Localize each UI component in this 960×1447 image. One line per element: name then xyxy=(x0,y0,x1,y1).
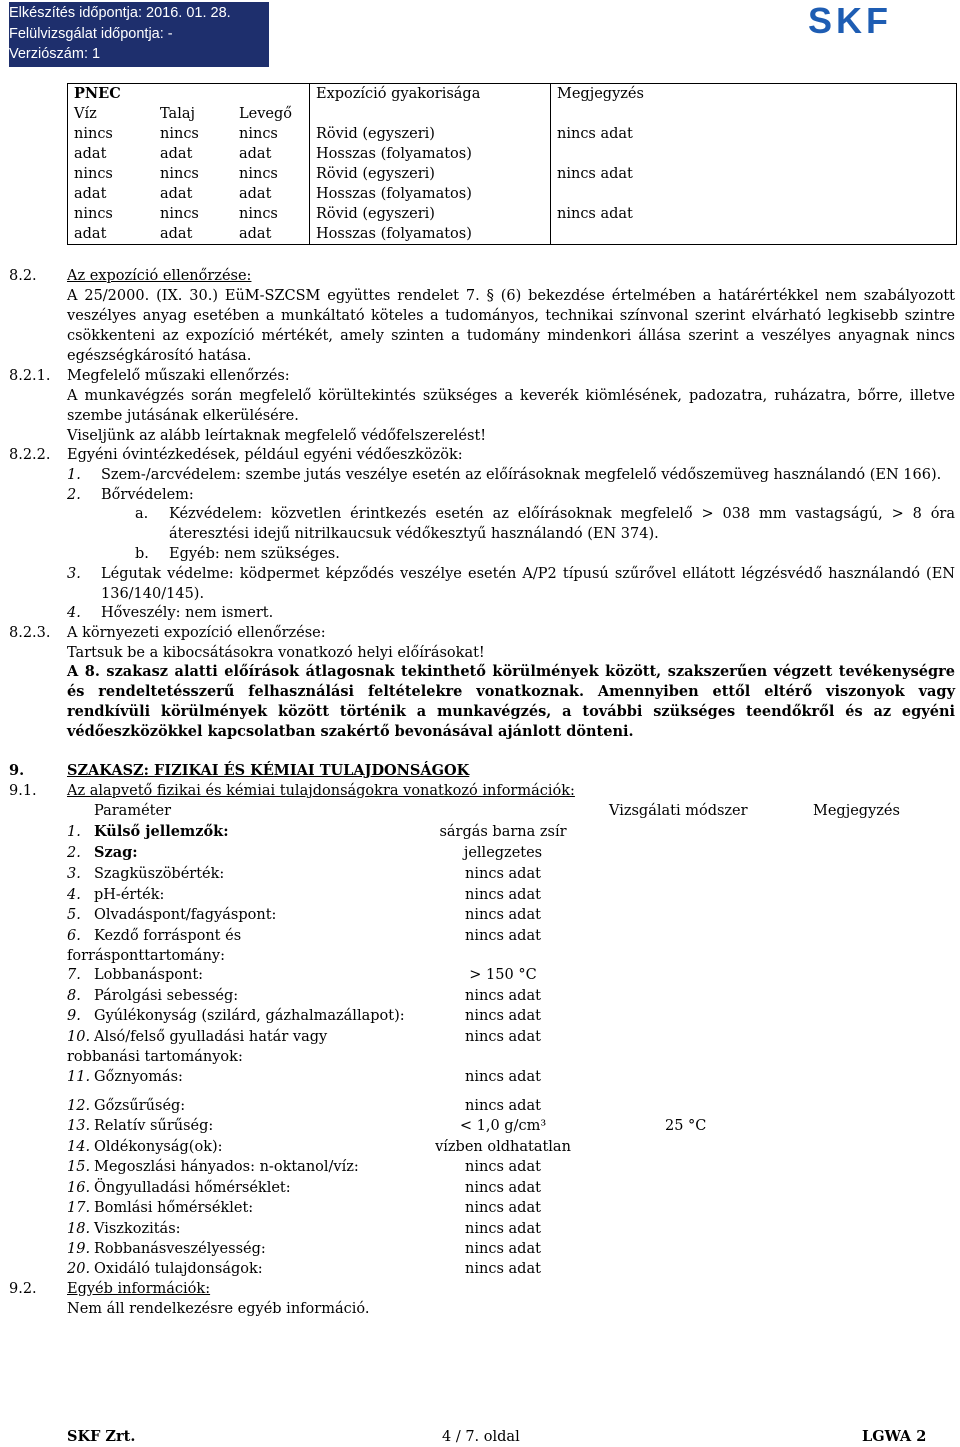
cell: adat xyxy=(160,146,193,162)
cell: Rövid (egyszeri) xyxy=(316,206,435,222)
cell: nincs xyxy=(74,166,113,182)
property-number: 2. xyxy=(67,845,81,861)
section-line: Tartsuk be a kibocsátásokra vonatkozó helyi előírásokat! xyxy=(67,645,485,661)
cell: adat xyxy=(239,186,272,202)
section-number: 9.2. xyxy=(9,1281,37,1297)
cell: nincs xyxy=(239,166,278,182)
property-label: Alsó/felső gyulladási határ vagy xyxy=(94,1029,328,1045)
section-title: Az expozíció ellenőrzése: xyxy=(67,268,252,284)
cell: adat xyxy=(74,146,107,162)
list-item: Bőrvédelem: xyxy=(101,487,194,503)
section-paragraph: A munkavégzés során megfelelő körültekintés szükséges a keverék kiömlésének, padozatra, ruházatra, bőrre, illetve szembe jutásának elkerülésére. xyxy=(67,388,955,424)
list-item: Légutak védelme: ködpermet képződés veszélye esetén A/P2 típusú szűrővel ellátott légzésvédő használandó (EN 136/140/145). xyxy=(101,566,955,602)
section-number: 8.2.1. xyxy=(9,368,51,384)
pnec-table xyxy=(67,83,957,245)
document-header xyxy=(9,2,269,67)
cell: adat xyxy=(74,186,107,202)
list-number: 3. xyxy=(67,566,81,582)
cell: nincs adat xyxy=(551,204,957,245)
list-number: b. xyxy=(135,546,149,562)
section-number: 8.2. xyxy=(9,268,37,284)
property-label: Olvadáspont/fagyáspont: xyxy=(94,907,277,923)
soil-header: Talaj xyxy=(160,106,195,122)
exposure-header: Expozíció gyakorisága xyxy=(310,84,551,125)
property-value: nincs adat xyxy=(465,928,541,944)
property-number: 8. xyxy=(67,988,81,1004)
property-number: 4. xyxy=(67,887,81,903)
property-value: nincs adat xyxy=(465,1241,541,1257)
section-number: 8.2.2. xyxy=(9,447,51,463)
property-number: 3. xyxy=(67,866,81,882)
cell: Hosszas (folyamatos) xyxy=(316,226,472,242)
cell: Rövid (egyszeri) xyxy=(316,126,435,142)
property-value: nincs adat xyxy=(465,1069,541,1085)
property-number: 16. xyxy=(67,1180,91,1196)
property-value: nincs adat xyxy=(465,1008,541,1024)
cell: nincs xyxy=(74,126,113,142)
property-label: Kezdő forráspont és xyxy=(94,928,242,944)
property-value: sárgás barna zsír xyxy=(439,824,567,840)
column-header-note: Megjegyzés xyxy=(813,803,900,819)
property-value: nincs adat xyxy=(465,988,541,1004)
property-value: < 1,0 g/cm³ xyxy=(459,1118,547,1134)
property-label: Szagküszöbérték: xyxy=(94,866,225,882)
property-label: Relatív sűrűség: xyxy=(94,1118,214,1134)
property-value: nincs adat xyxy=(465,1261,541,1277)
property-number: 5. xyxy=(67,907,81,923)
cell: nincs adat xyxy=(551,164,957,204)
property-number: 17. xyxy=(67,1200,91,1216)
property-method: 25 °C xyxy=(665,1118,707,1134)
section-number: 9. xyxy=(9,762,25,779)
property-value: nincs adat xyxy=(465,1221,541,1237)
cell: adat xyxy=(160,226,193,242)
property-number: 1. xyxy=(67,824,81,840)
property-label: Oxidáló tulajdonságok: xyxy=(94,1261,263,1277)
cell: adat xyxy=(160,186,193,202)
cell: nincs adat xyxy=(551,124,957,164)
property-label: Öngyulladási hőmérséklet: xyxy=(94,1180,291,1196)
section-line: Nem áll rendelkezésre egyéb információ. xyxy=(67,1301,370,1317)
property-label: Robbanásveszélyesség: xyxy=(94,1241,266,1257)
air-header: Levegő xyxy=(239,106,292,122)
list-number: 1. xyxy=(67,467,81,483)
pnec-header: PNEC xyxy=(68,84,310,105)
cell: nincs xyxy=(160,206,199,222)
bold-paragraph: A 8. szakasz alatti előírások átlagosnak tekinthető körülmények között, szakszerűen végzett tevékenységre és rendeltetésszerű felhasználási feltételekre vonatkoznak. Amennyiben ettől eltérő viszonyok vagy rendkívüli körülmények között történik a munkavégzés, a további szükséges teendőkről és az egyéni védőeszközökkel kapcsolatban szakértő bevonásával ajánlott dönteni. xyxy=(67,663,955,740)
property-label: Bomlási hőmérséklet: xyxy=(94,1200,254,1216)
footer-code: LGWA 2 xyxy=(862,1428,927,1445)
cell: adat xyxy=(239,146,272,162)
property-number: 19. xyxy=(67,1241,91,1257)
property-label: Megoszlási hányados: n-oktanol/víz: xyxy=(94,1159,359,1175)
property-number: 20. xyxy=(67,1261,91,1277)
list-number: 2. xyxy=(67,487,81,503)
footer-company: SKF Zrt. xyxy=(67,1428,136,1445)
property-value: nincs adat xyxy=(465,866,541,882)
property-number: 7. xyxy=(67,967,81,983)
list-number: a. xyxy=(135,506,149,522)
property-number: 11. xyxy=(67,1069,91,1085)
cell: nincs xyxy=(74,206,113,222)
section-title: Az alapvető fizikai és kémiai tulajdonságokra vonatkozó információk: xyxy=(67,783,575,799)
list-item: Szem-/arcvédelem: szembe jutás veszélye esetén az előírásoknak megfelelő védőszemüveg használandó (EN 166). xyxy=(101,467,942,483)
property-label: pH-érték: xyxy=(94,887,165,903)
property-label-cont: forrásponttartomány: xyxy=(67,948,225,964)
cell: Hosszas (folyamatos) xyxy=(316,146,472,162)
property-label: Szag: xyxy=(94,844,138,861)
property-value: nincs adat xyxy=(465,1200,541,1216)
cell: adat xyxy=(74,226,107,242)
section-title: Egyéb információk: xyxy=(67,1281,211,1297)
logo-text: SKF xyxy=(808,4,892,36)
property-value: > 150 °C xyxy=(469,967,537,983)
section-title: Egyéni óvintézkedések, például egyéni védőeszközök: xyxy=(67,447,463,463)
property-value: jellegzetes xyxy=(463,845,543,861)
section-paragraph: A 25/2000. (IX. 30.) EüM-SZCSM együttes rendelet 7. § (6) bekezdése értelmében a határértékkel nem szabályozott veszélyes anyag esetében a munkáltató köteles a tudományos, technikai színvonal szerint elvárható legkisebb szintre csökkenteni az expozíció mértékét, amely szinten a tudomány mindenkori állása szerint a veszélyes anyagnak nincs egészségkárosító hatása. xyxy=(67,288,955,364)
cell: nincs xyxy=(160,166,199,182)
table-row xyxy=(68,124,957,164)
section-title: A környezeti expozíció ellenőrzése: xyxy=(67,625,326,641)
property-number: 15. xyxy=(67,1159,91,1175)
property-value: vízben oldhatatlan xyxy=(435,1139,571,1155)
property-value: nincs adat xyxy=(465,1159,541,1175)
column-header-parameter: Paraméter xyxy=(94,803,171,819)
list-number: 4. xyxy=(67,605,81,621)
property-label: Oldékonyság(ok): xyxy=(94,1139,223,1155)
property-number: 12. xyxy=(67,1098,91,1114)
cell: nincs xyxy=(160,126,199,142)
property-number: 13. xyxy=(67,1118,91,1134)
property-number: 9. xyxy=(67,1008,81,1024)
section-heading: SZAKASZ: FIZIKAI ÉS KÉMIAI TULAJDONSÁGOK xyxy=(67,762,470,779)
review-date: Felülvizsgálat időpontja: - xyxy=(9,25,173,42)
property-label: Külső jellemzők: xyxy=(94,823,229,840)
property-label: Gőznyomás: xyxy=(94,1069,183,1085)
property-value: nincs adat xyxy=(465,887,541,903)
property-number: 14. xyxy=(67,1139,91,1155)
cell: nincs xyxy=(239,126,278,142)
property-number: 6. xyxy=(67,928,81,944)
property-number: 10. xyxy=(67,1029,91,1045)
property-label: Gyúlékonyság (szilárd, gázhalmazállapot): xyxy=(94,1008,405,1024)
property-label: Párolgási sebesség: xyxy=(94,988,239,1004)
list-item: Kézvédelem: közvetlen érintkezés esetén az előírásoknak megfelelő > 038 mm vastagságú, > 8 óra áteresztési idejű nitrilkaucsuk védőkesztyű használandó (EN 374). xyxy=(169,506,955,542)
table-row xyxy=(68,164,957,204)
table-row xyxy=(68,204,957,245)
cell: Hosszas (folyamatos) xyxy=(316,186,472,202)
property-value: nincs adat xyxy=(465,1098,541,1114)
version: Verziószám: 1 xyxy=(9,46,101,62)
cell: adat xyxy=(239,226,272,242)
list-item: Hőveszély: nem ismert. xyxy=(101,605,274,621)
property-label: Viszkozitás: xyxy=(94,1221,181,1237)
property-number: 18. xyxy=(67,1221,91,1237)
skf-logo xyxy=(808,4,948,36)
section-number: 8.2.3. xyxy=(9,625,51,641)
property-label: Lobbanáspont: xyxy=(94,967,204,983)
section-title: Megfelelő műszaki ellenőrzés: xyxy=(67,368,290,384)
note-header: Megjegyzés xyxy=(551,84,957,125)
property-value: nincs adat xyxy=(465,1180,541,1196)
creation-date: Elkészítés időpontja: 2016. 01. 28. xyxy=(9,5,231,21)
cell: Rövid (egyszeri) xyxy=(316,166,435,182)
water-header: Víz xyxy=(68,104,155,124)
section-number: 9.1. xyxy=(9,783,37,799)
list-item: Egyéb: nem szükséges. xyxy=(169,546,340,562)
footer-page: 4 / 7. oldal xyxy=(442,1429,520,1445)
property-value: nincs adat xyxy=(465,907,541,923)
section-line: Viseljünk az alább leírtaknak megfelelő védőfelszerelést! xyxy=(67,428,487,444)
property-value: nincs adat xyxy=(465,1029,541,1045)
property-label: Gőzsűrűség: xyxy=(94,1098,186,1114)
property-label-cont: robbanási tartományok: xyxy=(67,1049,243,1065)
column-header-method: Vizsgálati módszer xyxy=(609,803,748,819)
cell: nincs xyxy=(239,206,278,222)
